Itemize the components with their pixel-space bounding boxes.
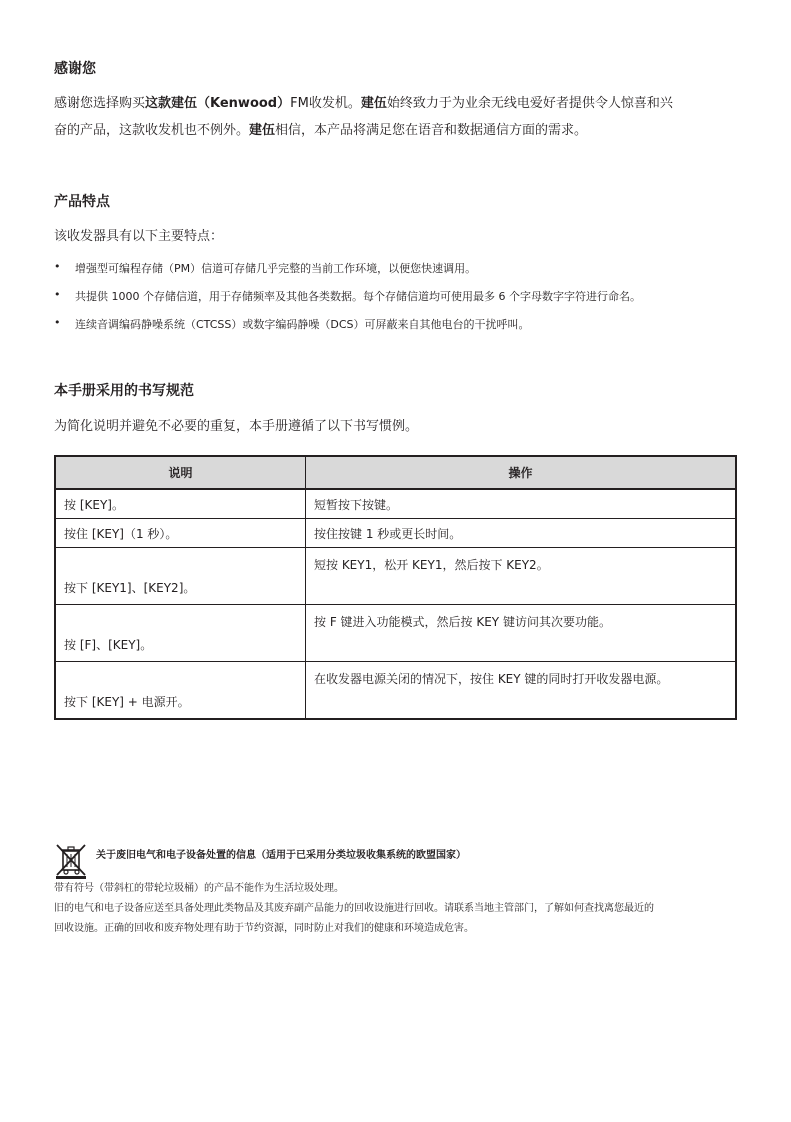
features-list — [54, 260, 744, 344]
text-span: 感谢您选择购买 — [54, 96, 146, 111]
table-row — [55, 662, 736, 720]
instruction-cell: 按住 [KEY]（1 秒）。 — [55, 519, 306, 548]
instruction-cell: 按下 [KEY1]、[KEY2]。 — [55, 548, 306, 605]
thanks-line-2 — [54, 120, 744, 142]
list-item — [54, 316, 744, 344]
table-row — [55, 519, 736, 548]
table-header-row — [55, 456, 736, 489]
conventions-table — [54, 455, 737, 720]
text-span: 奋的产品，这款收发机也不例外。 — [54, 123, 250, 138]
list-item — [54, 260, 744, 288]
action-cell: 短暂按下按键。 — [306, 489, 737, 519]
bullet-icon: • — [54, 316, 61, 329]
feature-text: 共提供 1000 个存储信道，用于存储频率及其他各类数据。每个存储信道均可使用最多 6 个字母数字字符进行命名。 — [75, 290, 641, 303]
text-span: 始终致力于为业余无线电爱好者提供令人惊喜和兴 — [386, 96, 673, 111]
conventions-heading: 本手册采用的书写规范 — [54, 383, 194, 399]
text-span: FM收发机。 — [290, 96, 361, 111]
thanks-line-1 — [54, 93, 744, 115]
bullet-icon: • — [54, 260, 61, 273]
weee-title: 关于废旧电气和电子设备处置的信息（适用于已采用分类垃圾收集系统的欧盟国家） — [96, 850, 466, 861]
action-cell: 按住按键 1 秒或更长时间。 — [306, 519, 737, 548]
table-row — [55, 605, 736, 662]
bullet-icon: • — [54, 288, 61, 301]
column-header-instruction: 说明 — [55, 456, 306, 489]
brand-bold: 这款建伍（Kenwood） — [145, 96, 291, 111]
table-row — [55, 548, 736, 605]
thanks-heading: 感谢您 — [54, 61, 96, 77]
feature-text: 连续音调编码静噪系统（CTCSS）或数字编码静噪（DCS）可屏蔽来自其他电台的干扰呼叫。 — [75, 318, 530, 331]
brand-bold: 建伍 — [360, 96, 387, 111]
table-row — [55, 489, 736, 519]
weee-text — [54, 879, 744, 939]
column-header-action: 操作 — [306, 456, 737, 489]
features-heading: 产品特点 — [54, 194, 110, 210]
list-item — [54, 288, 744, 316]
weee-line-2: 旧的电气和电子设备应送至具备处理此类物品及其废弃副产品能力的回收设施进行回收。请联系当地主管部门，了解如何查找离您最近的 — [54, 903, 654, 914]
text-span: 相信，本产品将满足您在语音和数据通信方面的需求。 — [275, 123, 588, 138]
weee-line-3: 回收设施。正确的回收和废弃物处理有助于节约资源，同时防止对我们的健康和环境造成危害。 — [54, 923, 474, 934]
action-cell: 在收发器电源关闭的情况下，按住 KEY 键的同时打开收发器电源。 — [306, 662, 737, 720]
instruction-cell: 按 [F]、[KEY]。 — [55, 605, 306, 662]
action-cell: 按 F 键进入功能模式，然后按 KEY 键访问其次要功能。 — [306, 605, 737, 662]
features-intro: 该收发器具有以下主要特点： — [54, 229, 224, 244]
thanks-paragraph — [54, 93, 744, 142]
feature-text: 增强型可编程存储（PM）信道可存储几乎完整的当前工作环境，以便您快速调用。 — [75, 262, 477, 275]
action-cell: 短按 KEY1，松开 KEY1，然后按下 KEY2。 — [306, 548, 737, 605]
conventions-intro: 为简化说明并避免不必要的重复，本手册遵循了以下书写惯例。 — [54, 419, 419, 434]
brand-bold: 建伍 — [249, 123, 276, 138]
weee-line-1: 带有符号（带斜杠的带轮垃圾桶）的产品不能作为生活垃圾处理。 — [54, 883, 344, 894]
instruction-cell: 按下 [KEY] + 电源开。 — [55, 662, 306, 720]
crossed-out-wheelie-bin-icon — [54, 843, 88, 879]
instruction-cell: 按 [KEY]。 — [55, 489, 306, 519]
